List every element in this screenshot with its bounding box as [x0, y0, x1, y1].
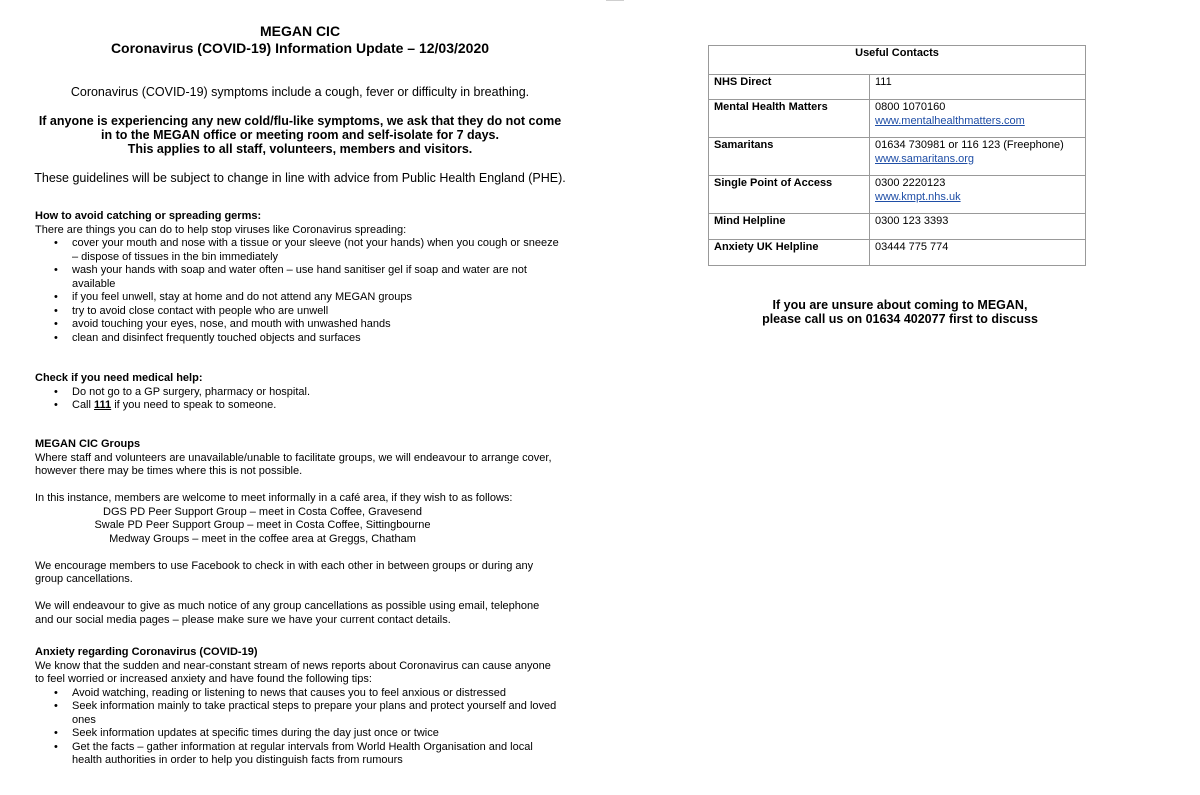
- right-page: [600, 0, 1200, 795]
- list-item: • avoid touching your eyes, nose, and mouth with unwashed hands: [35, 318, 560, 332]
- contacts-table: [708, 45, 1086, 266]
- list-item: • Seek information mainly to take practical steps to prepare your plans and protect yourself and loved ones: [35, 700, 560, 727]
- groups-section: [35, 438, 560, 627]
- group-location: Swale PD Peer Support Group – meet in Costa Coffee, Sittingbourne: [94, 519, 431, 531]
- contact-name: Single Point of Access: [709, 176, 870, 214]
- contact-phone: 0300 123 3393: [870, 214, 1086, 240]
- nhs-111-number: 111: [94, 399, 112, 411]
- list-item: • if you feel unwell, stay at home and do not attend any MEGAN groups: [35, 291, 560, 305]
- groups-heading: MEGAN CIC Groups: [35, 438, 141, 450]
- table-row: [709, 240, 1086, 266]
- warning-line-3: This applies to all staff, volunteers, members and visitors.: [127, 142, 473, 156]
- call-prefix: Call: [72, 399, 95, 411]
- contact-name: Mind Helpline: [709, 214, 870, 240]
- group-location: Medway Groups – meet in the coffee area at Greggs, Chatham: [109, 532, 416, 545]
- list-item: • Get the facts – gather information at regular intervals from World Health Organisation and local health authorities in order to help you distinguish facts from rumours: [35, 741, 560, 768]
- list-item: • Avoid watching, reading or listening to news that causes you to feel anxious or distressed: [35, 687, 560, 701]
- list-item: • wash your hands with soap and water often – use hand sanitiser gel if soap and water are not available: [35, 264, 560, 291]
- contact-details: [870, 138, 1086, 176]
- contact-phone: 111: [870, 75, 1086, 100]
- list-item: • cover your mouth and nose with a tissue or your sleeve (not your hands) when you cough or sneeze – dispose of tissues in the bin immediately: [35, 237, 560, 264]
- contact-details: [870, 176, 1086, 214]
- table-row: [709, 176, 1086, 214]
- contact-phone: 0300 2220123: [875, 177, 946, 189]
- page-title: Coronavirus (COVID-19) Information Update – 12/03/2020: [110, 40, 490, 56]
- contact-name: Samaritans: [709, 138, 870, 176]
- avoid-list: [35, 237, 560, 345]
- contact-phone: 0800 1070160: [875, 101, 946, 113]
- list-item: • Seek information updates at specific times during the day just once or twice: [35, 727, 560, 741]
- medical-heading: Check if you need medical help:: [35, 372, 203, 384]
- groups-para-3: We encourage members to use Facebook to check in with each other in between groups or during any group cancellations.: [35, 559, 534, 585]
- medical-list: [35, 386, 560, 413]
- table-row: [709, 75, 1086, 100]
- groups-para-4: We will endeavour to give as much notice of any group cancellations as possible using email, telephone and our social media pages – please make sure we have your current contact details.: [35, 600, 540, 626]
- group-location: DGS PD Peer Support Group – meet in Costa Coffee, Gravesend: [103, 505, 422, 518]
- anxiety-section: [35, 646, 560, 768]
- table-row: [709, 214, 1086, 240]
- avoid-section: [35, 210, 560, 345]
- table-row: [709, 138, 1086, 176]
- list-item: • try to avoid close contact with people who are unwell: [35, 305, 560, 319]
- contact-phone: 01634 730981 or 116 123 (Freephone): [875, 139, 1064, 151]
- anxiety-heading: Anxiety regarding Coronavirus (COVID-19): [35, 646, 258, 658]
- symptoms-text: Coronavirus (COVID-19) symptoms include a cough, fever or difficulty in breathing.: [70, 85, 530, 99]
- unsure-line-1: If you are unsure about coming to MEGAN,: [772, 298, 1028, 312]
- guidelines-text: These guidelines will be subject to change in line with advice from Public Health England (PHE).: [34, 171, 566, 185]
- contact-phone: 03444 775 774: [870, 240, 1086, 266]
- contact-name: NHS Direct: [709, 75, 870, 100]
- contact-name: Mental Health Matters: [709, 100, 870, 138]
- medical-section: [35, 372, 560, 413]
- list-item: [35, 399, 560, 413]
- call-suffix: if you need to speak to someone.: [111, 399, 277, 411]
- contact-name: Anxiety UK Helpline: [709, 240, 870, 266]
- anxiety-intro: We know that the sudden and near-constant stream of news reports about Coronavirus can cause anyone to feel worried or increased anxiety and have found the following tips:: [35, 659, 551, 685]
- groups-para-1: Where staff and volunteers are unavailable/unable to facilitate groups, we will endeavour to arrange cover, however there may be times where this is not possible.: [35, 451, 552, 477]
- kmpt-link[interactable]: www.kmpt.nhs.uk: [875, 190, 961, 203]
- anxiety-list: [35, 687, 560, 768]
- avoid-heading: How to avoid catching or spreading germs:: [35, 210, 262, 222]
- mental-health-matters-link[interactable]: www.mentalhealthmatters.com: [875, 114, 1025, 127]
- avoid-intro: There are things you can do to help stop viruses like Coronavirus spreading:: [35, 223, 407, 236]
- org-title: MEGAN CIC: [259, 23, 341, 39]
- list-item: • Do not go to a GP surgery, pharmacy or hospital.: [35, 386, 560, 400]
- contacts-title: Useful Contacts: [709, 46, 1086, 75]
- warning-line-2: in to the MEGAN office or meeting room and self-isolate for 7 days.: [101, 128, 499, 142]
- warning-line-1: If anyone is experiencing any new cold/flu-like symptoms, we ask that they do not come: [38, 114, 562, 128]
- unsure-line-2: please call us on 01634 402077 first to discuss: [762, 312, 1038, 326]
- list-item: • clean and disinfect frequently touched objects and surfaces: [35, 332, 560, 346]
- unsure-notice: [600, 298, 1200, 326]
- samaritans-link[interactable]: www.samaritans.org: [875, 152, 975, 165]
- table-row: [709, 100, 1086, 138]
- groups-para-2: In this instance, members are welcome to meet informally in a café area, if they wish to as follows:: [35, 492, 513, 504]
- contact-details: [870, 100, 1086, 138]
